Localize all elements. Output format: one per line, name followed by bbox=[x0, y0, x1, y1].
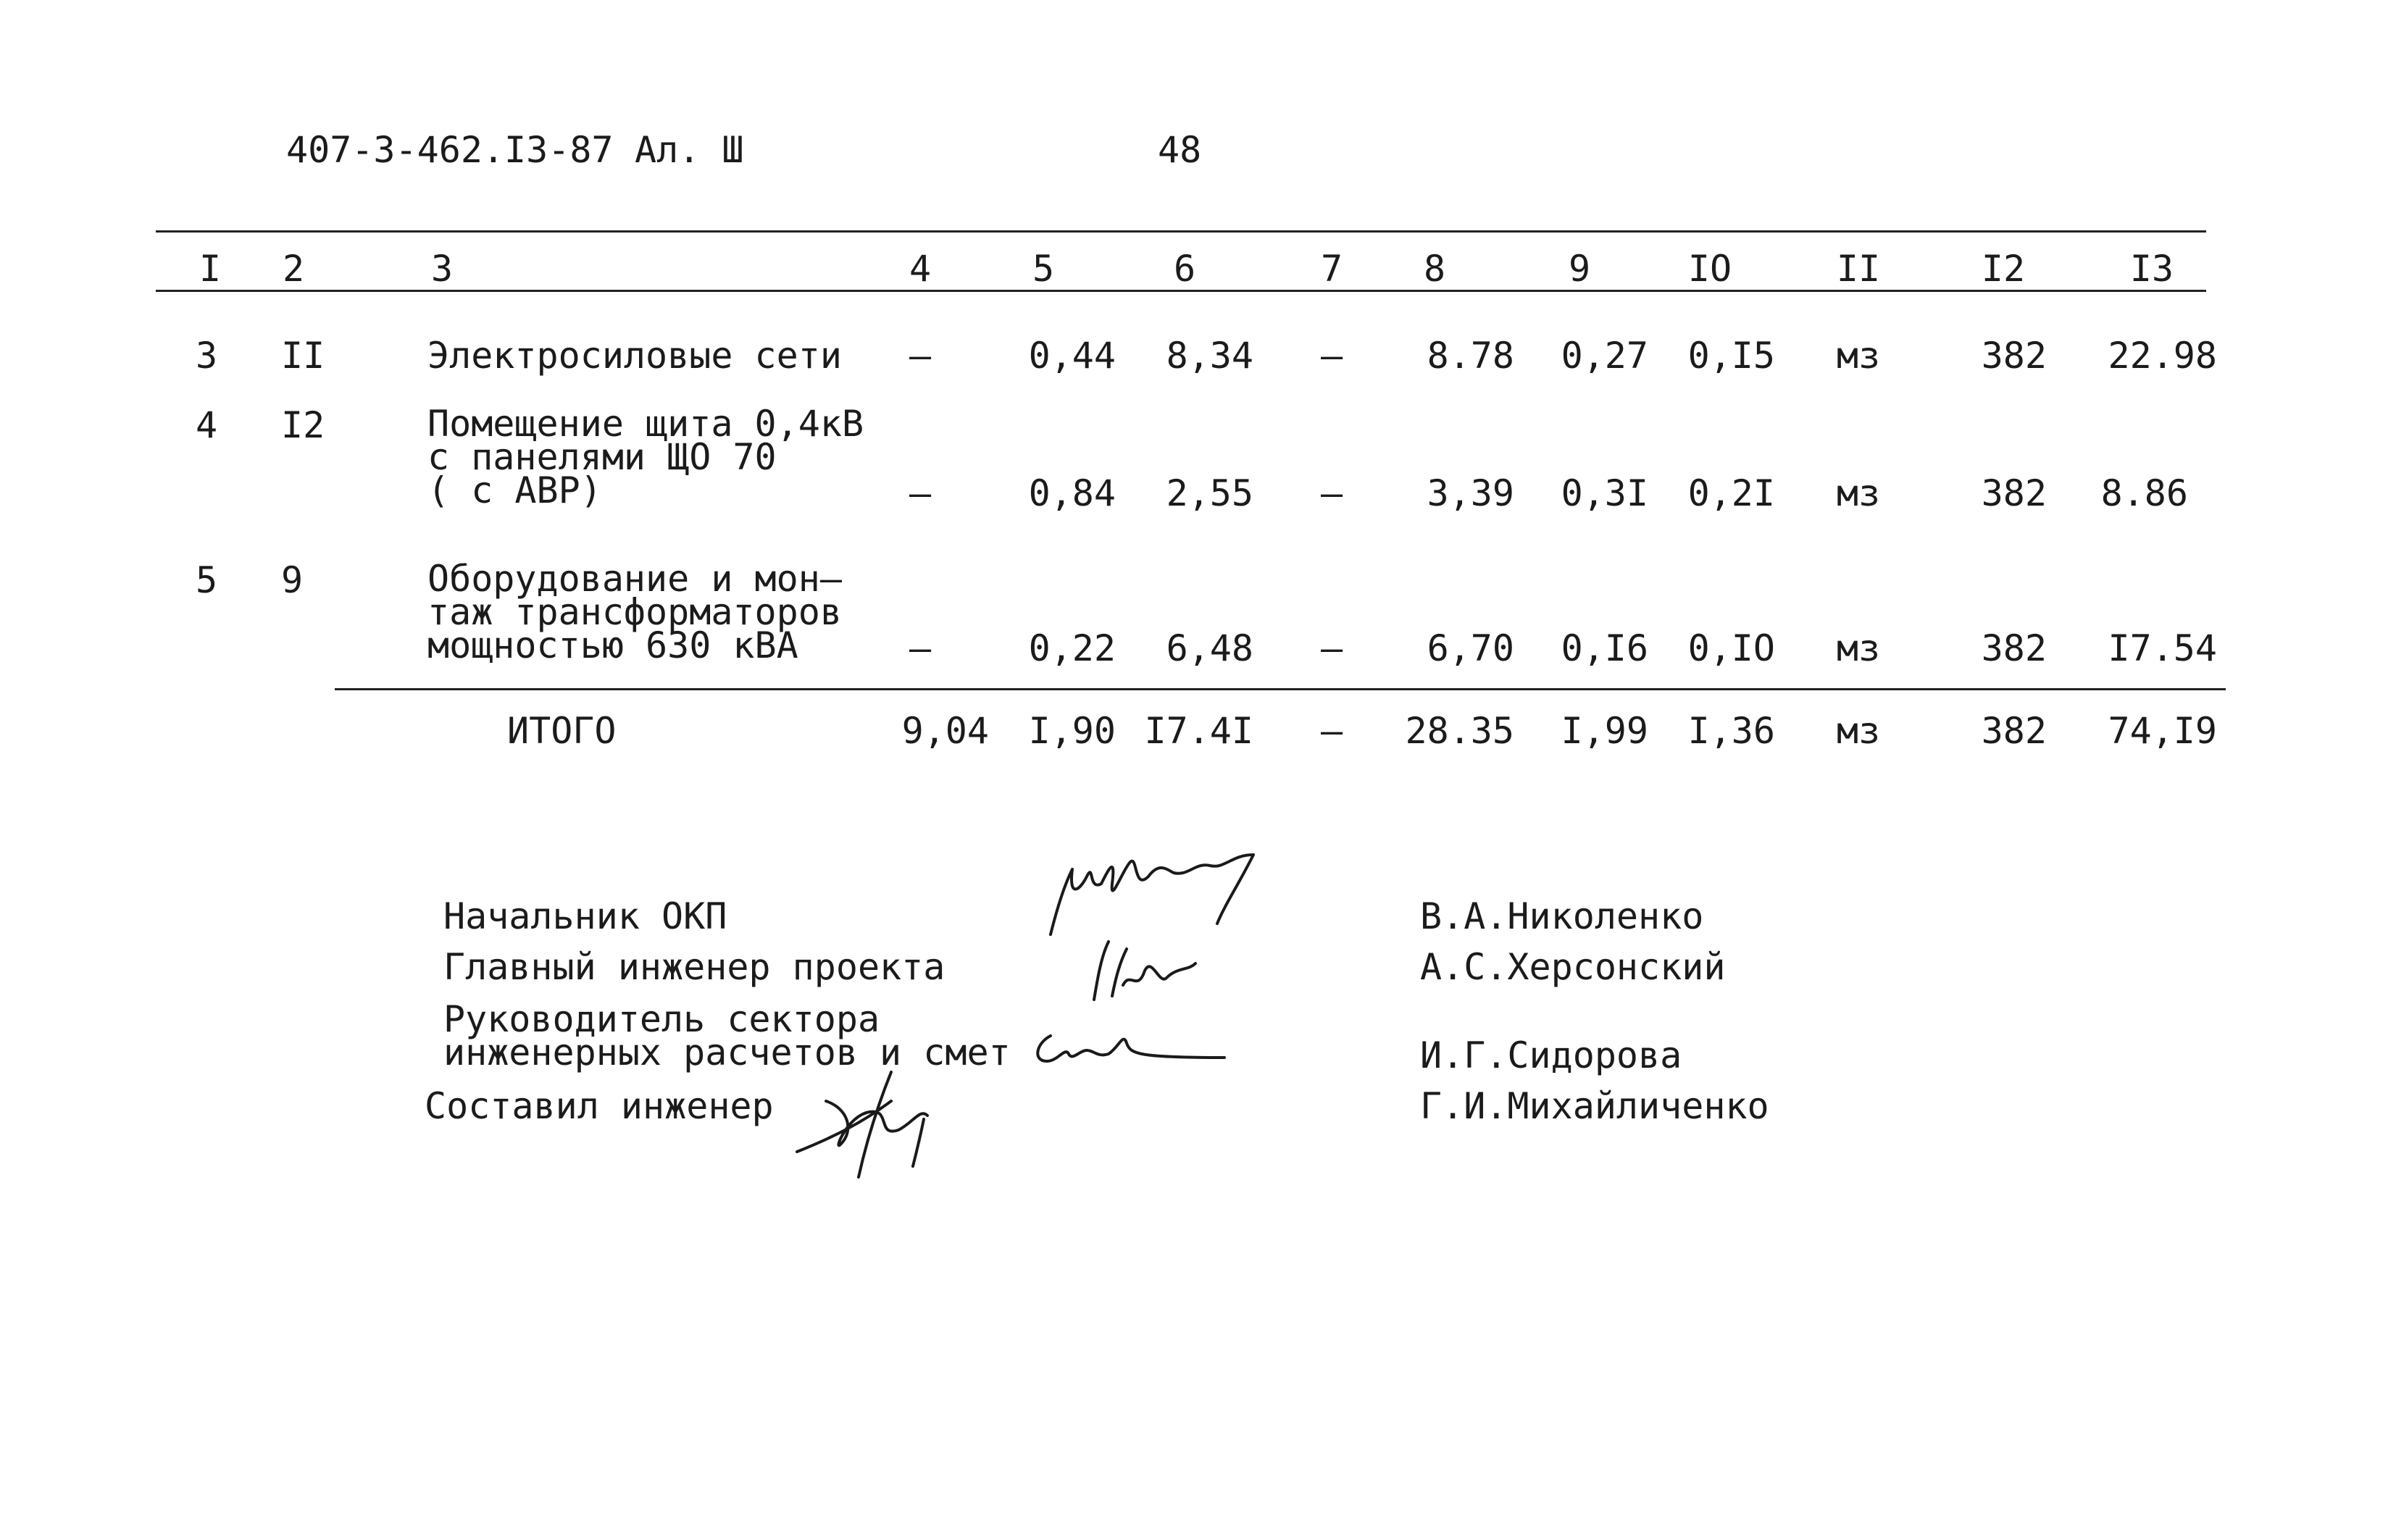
cell: 6,70 bbox=[1427, 627, 1514, 669]
signer-position: Главный инженер проекта bbox=[443, 946, 946, 988]
cell: мз bbox=[1836, 710, 1881, 752]
cell: – bbox=[1320, 627, 1343, 669]
col-header: 2 bbox=[282, 248, 305, 290]
cell: – bbox=[1320, 335, 1343, 377]
row-name: Помещение щита 0,4кВ с панелями ЩО 70 ( с АВР) bbox=[427, 403, 864, 511]
signer-position: Начальник ОКП bbox=[443, 895, 727, 937]
signer-name: И.Г.Сидорова bbox=[1420, 1034, 1682, 1076]
row-ref: II bbox=[281, 335, 325, 377]
cell: 382 bbox=[1981, 335, 2047, 377]
cell: 0,27 bbox=[1561, 335, 1648, 377]
signature-1 bbox=[1043, 840, 1290, 942]
cell: 0,2I bbox=[1687, 472, 1775, 514]
total-label: ИТОГО bbox=[507, 710, 617, 752]
cell: 3,39 bbox=[1427, 472, 1514, 514]
doc-code: 407-3-462.I3-87 bbox=[286, 129, 614, 171]
cell: 2,55 bbox=[1166, 472, 1253, 514]
signer-name: Г.И.Михайличенко bbox=[1420, 1085, 1769, 1127]
row-ref: I2 bbox=[281, 404, 325, 446]
cell: 0,I5 bbox=[1687, 335, 1775, 377]
row-ref: 9 bbox=[281, 559, 304, 601]
signer-name: В.А.Николенко bbox=[1420, 895, 1704, 937]
col-header: IO bbox=[1687, 248, 1732, 290]
col-header: 7 bbox=[1320, 248, 1343, 290]
signature-2 bbox=[1087, 927, 1217, 1007]
table-header-rule bbox=[156, 290, 2206, 292]
cell: 0,I6 bbox=[1561, 627, 1648, 669]
col-header: 3 bbox=[430, 248, 454, 290]
cell: 0,22 bbox=[1028, 627, 1116, 669]
cell: – bbox=[1320, 710, 1343, 752]
col-header: 4 bbox=[909, 248, 932, 290]
col-header: 8 bbox=[1423, 248, 1446, 290]
col-header: I3 bbox=[2129, 248, 2174, 290]
cell: 8,34 bbox=[1166, 335, 1253, 377]
signer-position: Составил инженер bbox=[425, 1085, 774, 1127]
cell: мз bbox=[1836, 627, 1881, 669]
cell: 382 bbox=[1981, 472, 2047, 514]
row-number: 3 bbox=[195, 335, 218, 377]
cell: 0,IO bbox=[1687, 627, 1775, 669]
signer-name: А.С.Херсонский bbox=[1420, 946, 1726, 988]
cell: – bbox=[909, 627, 932, 669]
album-label: Ал. Ш bbox=[635, 129, 744, 171]
signature-4 bbox=[790, 1058, 949, 1181]
page-number: 48 bbox=[1158, 129, 1202, 171]
cell: – bbox=[909, 472, 932, 514]
row-name: Электросиловые сети bbox=[427, 335, 842, 377]
cell: I,36 bbox=[1687, 710, 1775, 752]
cell: 8.78 bbox=[1427, 335, 1514, 377]
cell: 28.35 bbox=[1405, 710, 1514, 752]
row-name: Оборудование и мон– таж трансформаторов мощностью 630 кВА bbox=[427, 558, 842, 666]
table-top-rule bbox=[156, 230, 2206, 233]
cell: 382 bbox=[1981, 710, 2047, 752]
signer-position: Руководитель сектора инженерных расчетов и смет bbox=[443, 998, 1011, 1074]
col-header: 6 bbox=[1173, 248, 1196, 290]
cell: мз bbox=[1836, 335, 1881, 377]
cell: – bbox=[909, 335, 932, 377]
cell: 0,84 bbox=[1028, 472, 1116, 514]
cell: 8.86 bbox=[2100, 472, 2188, 514]
cell: 74,I9 bbox=[2108, 710, 2217, 752]
cell: I,90 bbox=[1028, 710, 1116, 752]
cell: 22.98 bbox=[2108, 335, 2217, 377]
cell: I7.54 bbox=[2108, 627, 2217, 669]
cell: 0,44 bbox=[1028, 335, 1116, 377]
col-header: 5 bbox=[1032, 248, 1055, 290]
col-header: I2 bbox=[1981, 248, 2026, 290]
signature-3 bbox=[1029, 1021, 1232, 1072]
col-header: II bbox=[1836, 248, 1881, 290]
row-number: 4 bbox=[195, 404, 218, 446]
col-header: 9 bbox=[1568, 248, 1591, 290]
cell: – bbox=[1320, 472, 1343, 514]
cell: 9,04 bbox=[901, 710, 989, 752]
col-header: I bbox=[199, 248, 222, 290]
cell: I7.4I bbox=[1144, 710, 1253, 752]
cell: I,99 bbox=[1561, 710, 1648, 752]
cell: 0,3I bbox=[1561, 472, 1648, 514]
cell: мз bbox=[1836, 472, 1881, 514]
cell: 6,48 bbox=[1166, 627, 1253, 669]
cell: 382 bbox=[1981, 627, 2047, 669]
row-number: 5 bbox=[195, 559, 218, 601]
total-rule bbox=[335, 688, 2226, 690]
